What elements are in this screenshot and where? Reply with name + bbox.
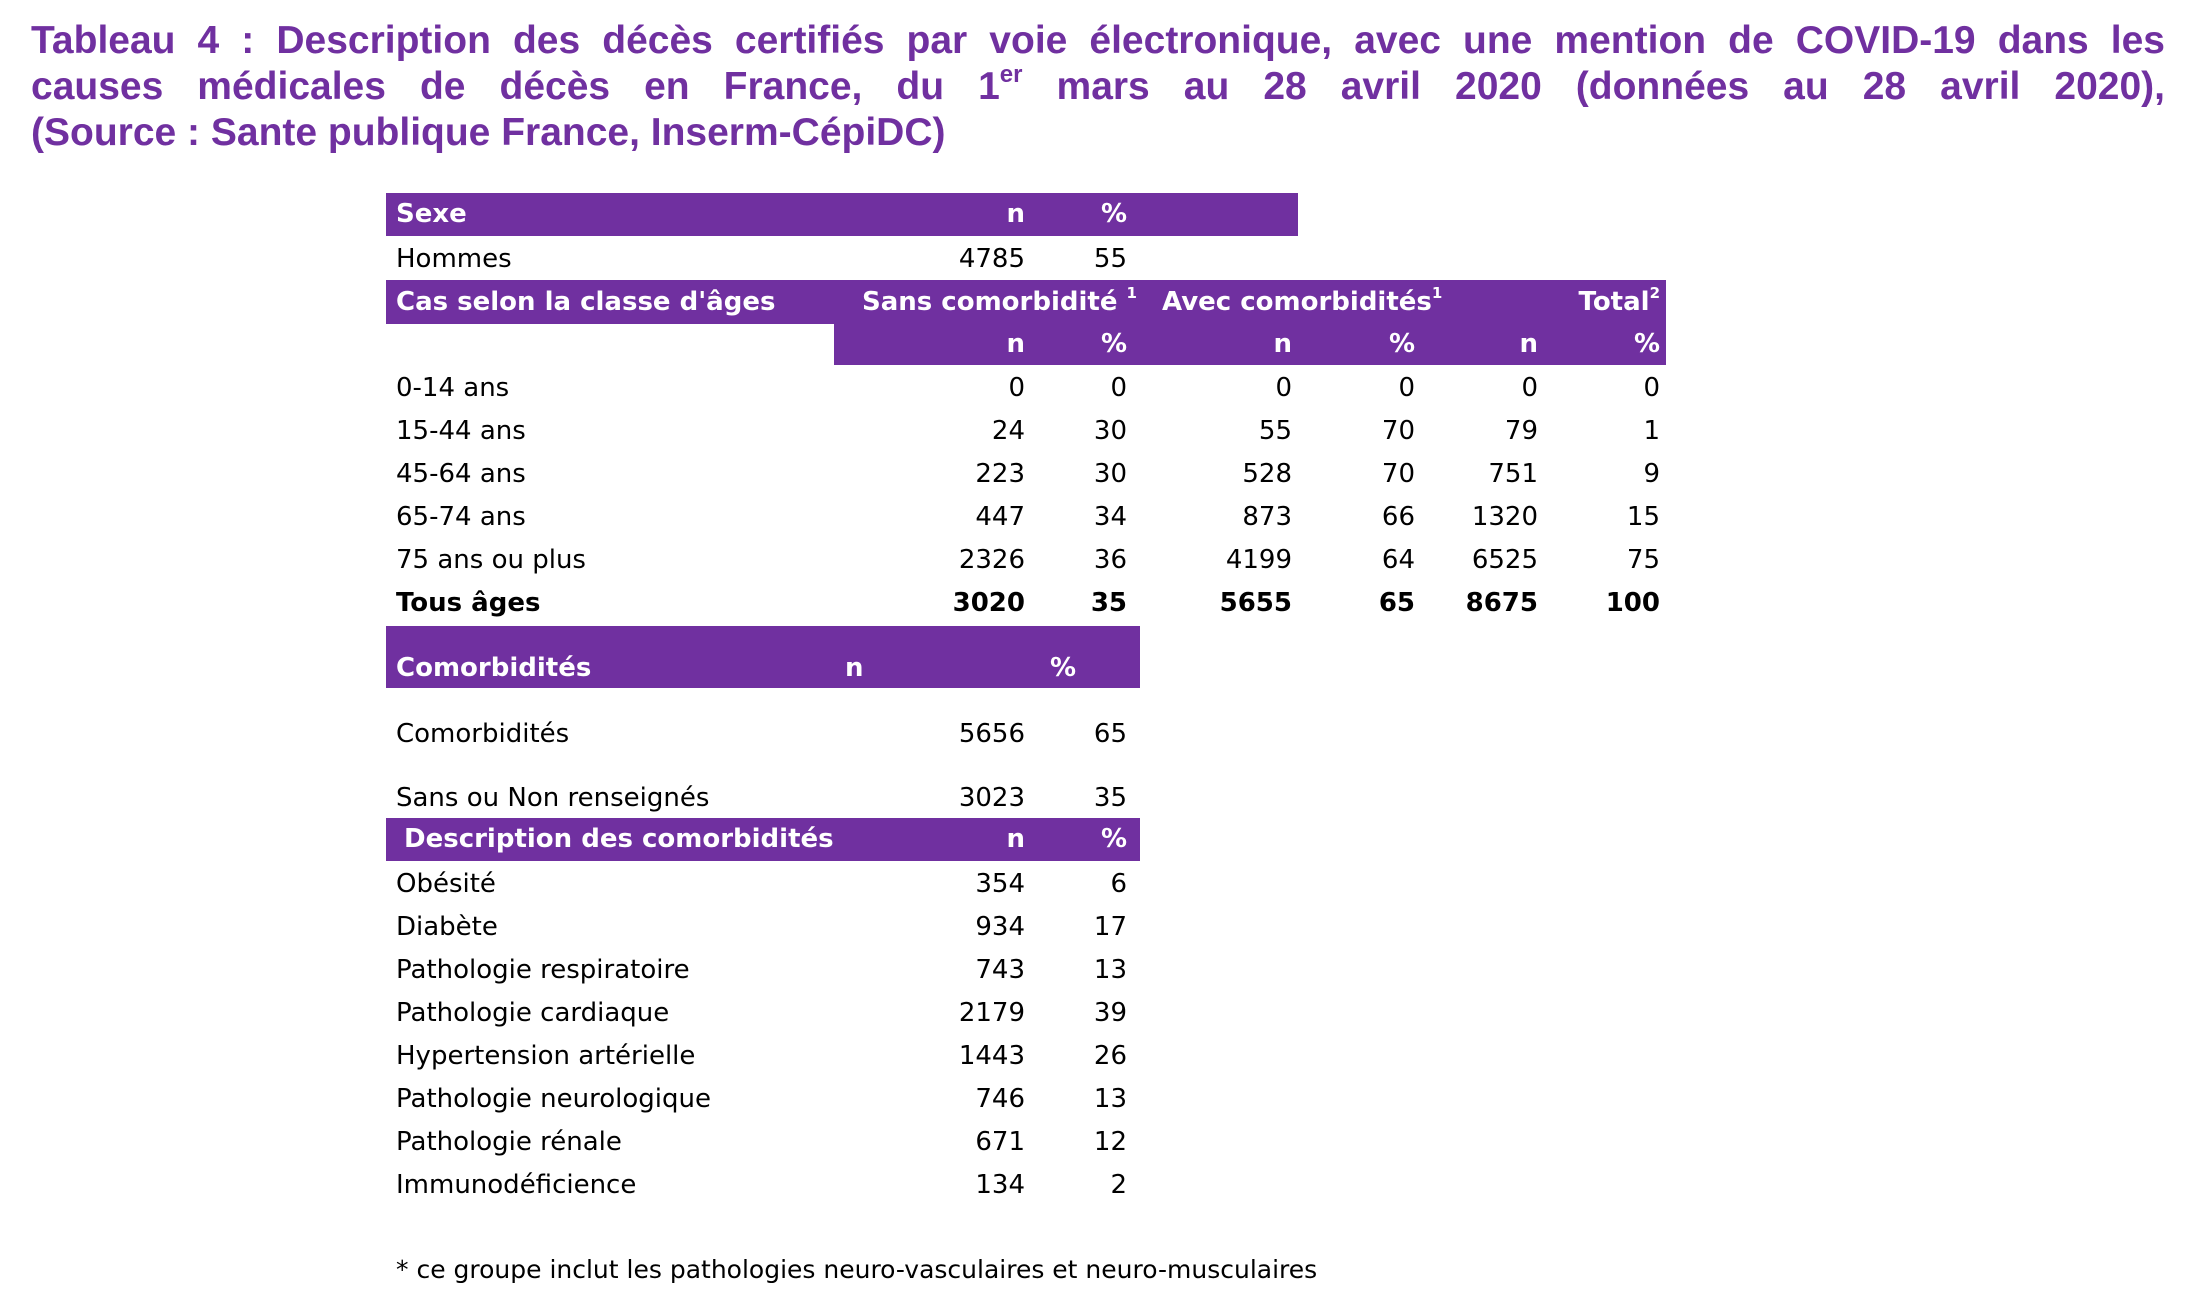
comorb-row-n: 5656 bbox=[958, 719, 1025, 749]
ages-row-tot-n: 79 bbox=[1504, 416, 1538, 446]
ages-total-sans-pct: 35 bbox=[1090, 588, 1127, 618]
desc-row-pct: 26 bbox=[1093, 1041, 1127, 1071]
comorb-row-pct: 65 bbox=[1093, 719, 1127, 749]
ages-total-sans-n: 3020 bbox=[952, 588, 1025, 618]
sexe-header-band bbox=[386, 193, 1298, 236]
ages-row-label: 45-64 ans bbox=[396, 459, 526, 489]
ages-row-avec-pct: 70 bbox=[1381, 416, 1415, 446]
ages-row-avec-n: 55 bbox=[1258, 416, 1292, 446]
comorb-row-pct: 35 bbox=[1093, 783, 1127, 813]
desc-row-pct: 6 bbox=[1110, 869, 1127, 899]
comorb-row-n: 3023 bbox=[958, 783, 1025, 813]
comorb-header-pct: % bbox=[1050, 653, 1077, 683]
ages-row-label: 15-44 ans bbox=[396, 416, 526, 446]
ages-sub-avec-n: n bbox=[1273, 329, 1292, 359]
ages-sub-tot-pct: % bbox=[1633, 329, 1660, 359]
title-line-2: causes médicales de décès en France, du 1er mars au 28 avril 2020 (données au 28 avril 2020), bbox=[31, 61, 2165, 108]
desc-row-label: Obésité bbox=[396, 869, 496, 899]
ages-row-sans-pct: 36 bbox=[1093, 545, 1127, 575]
ages-row-tot-pct: 0 bbox=[1643, 373, 1660, 403]
desc-row-label: Pathologie rénale bbox=[396, 1127, 622, 1157]
ages-total-label: Tous âges bbox=[396, 588, 541, 618]
desc-row-pct: 13 bbox=[1093, 1084, 1127, 1114]
ages-total-avec-pct: 65 bbox=[1378, 588, 1415, 618]
ages-row-label: 75 ans ou plus bbox=[396, 545, 586, 575]
ages-row-sans-pct: 30 bbox=[1093, 459, 1127, 489]
ages-row-tot-n: 0 bbox=[1521, 373, 1538, 403]
ages-row-label: 65-74 ans bbox=[396, 502, 526, 532]
ages-total-tot-n: 8675 bbox=[1465, 588, 1538, 618]
ages-header-sans: Sans comorbidité $^1$ bbox=[862, 284, 1137, 317]
ages-header-avec: Avec comorbidités$^1$ bbox=[1162, 284, 1443, 317]
desc-row-n: 746 bbox=[975, 1084, 1025, 1114]
sexe-row-pct: 55 bbox=[1093, 244, 1127, 274]
ages-header-total: Total$^2$ bbox=[1578, 284, 1660, 317]
desc-row-pct: 2 bbox=[1110, 1170, 1127, 1200]
desc-row-pct: 39 bbox=[1093, 998, 1127, 1028]
sexe-header-n: n bbox=[1006, 199, 1025, 229]
desc-row-label: Pathologie neurologique bbox=[396, 1084, 711, 1114]
ages-row-tot-pct: 15 bbox=[1626, 502, 1660, 532]
ages-row-sans-pct: 34 bbox=[1093, 502, 1127, 532]
desc-header-n: n bbox=[1006, 824, 1025, 854]
ages-row-tot-pct: 75 bbox=[1626, 545, 1660, 575]
ages-row-sans-pct: 0 bbox=[1110, 373, 1127, 403]
desc-header-label: Description des comorbidités bbox=[404, 824, 834, 854]
ages-total-tot-pct: 100 bbox=[1605, 588, 1660, 618]
desc-row-label: Immunodéficience bbox=[396, 1170, 637, 1200]
desc-header-pct: % bbox=[1100, 824, 1127, 854]
ages-row-tot-n: 1320 bbox=[1471, 502, 1538, 532]
desc-row-label: Pathologie cardiaque bbox=[396, 998, 670, 1028]
sexe-row-n: 4785 bbox=[958, 244, 1025, 274]
ages-row-sans-n: 223 bbox=[975, 459, 1025, 489]
desc-row-n: 743 bbox=[975, 955, 1025, 985]
sexe-header-label: Sexe bbox=[396, 199, 467, 229]
ages-sub-tot-n: n bbox=[1519, 329, 1538, 359]
ages-row-sans-n: 447 bbox=[975, 502, 1025, 532]
ages-row-avec-pct: 0 bbox=[1398, 373, 1415, 403]
desc-row-pct: 12 bbox=[1093, 1127, 1127, 1157]
ages-row-sans-n: 2326 bbox=[958, 545, 1025, 575]
ages-row-tot-n: 751 bbox=[1488, 459, 1538, 489]
ages-row-avec-pct: 70 bbox=[1381, 459, 1415, 489]
desc-row-pct: 13 bbox=[1093, 955, 1127, 985]
ages-sub-sans-pct: % bbox=[1100, 329, 1127, 359]
table-title bbox=[31, 18, 2165, 156]
title-line-1: Tableau 4 : Description des décès certifiés par voie électronique, avec une mention de COVID-19 dans les bbox=[31, 19, 2165, 62]
footnote: * ce groupe inclut les pathologies neuro-vasculaires et neuro-musculaires bbox=[396, 1255, 1318, 1284]
ages-sub-avec-pct: % bbox=[1388, 329, 1415, 359]
ages-sub-sans-n: n bbox=[1006, 329, 1025, 359]
ages-row-avec-n: 0 bbox=[1275, 373, 1292, 403]
desc-row-n: 2179 bbox=[958, 998, 1025, 1028]
sexe-row-label: Hommes bbox=[396, 244, 512, 274]
desc-row-label: Hypertension artérielle bbox=[396, 1041, 696, 1071]
ages-header-label: Cas selon la classe d'âges bbox=[396, 287, 776, 317]
desc-row-n: 354 bbox=[975, 869, 1025, 899]
title-line-3: (Source : Sante publique France, Inserm-CépiDC) bbox=[31, 111, 946, 154]
desc-row-n: 671 bbox=[975, 1127, 1025, 1157]
ages-row-tot-pct: 9 bbox=[1643, 459, 1660, 489]
comorb-row-label: Comorbidités bbox=[396, 719, 570, 749]
sexe-header-pct: % bbox=[1100, 199, 1127, 229]
ages-row-label: 0-14 ans bbox=[396, 373, 510, 403]
desc-row-n: 134 bbox=[975, 1170, 1025, 1200]
desc-row-n: 934 bbox=[975, 912, 1025, 942]
ages-row-tot-pct: 1 bbox=[1643, 416, 1660, 446]
desc-row-label: Pathologie respiratoire bbox=[396, 955, 690, 985]
ages-total-avec-n: 5655 bbox=[1219, 588, 1292, 618]
ages-row-sans-pct: 30 bbox=[1093, 416, 1127, 446]
ages-row-sans-n: 24 bbox=[991, 416, 1025, 446]
ages-row-avec-n: 873 bbox=[1242, 502, 1292, 532]
ages-row-tot-n: 6525 bbox=[1471, 545, 1538, 575]
ages-row-avec-n: 528 bbox=[1242, 459, 1292, 489]
ages-row-avec-pct: 66 bbox=[1381, 502, 1415, 532]
ages-row-avec-pct: 64 bbox=[1381, 545, 1415, 575]
comorb-header-n: n bbox=[845, 653, 864, 683]
ages-row-sans-n: 0 bbox=[1008, 373, 1025, 403]
ages-row-avec-n: 4199 bbox=[1225, 545, 1292, 575]
comorb-header-label: Comorbidités bbox=[396, 653, 592, 683]
comorb-row-label: Sans ou Non renseignés bbox=[396, 783, 710, 813]
desc-row-pct: 17 bbox=[1093, 912, 1127, 942]
desc-row-n: 1443 bbox=[958, 1041, 1025, 1071]
desc-row-label: Diabète bbox=[396, 912, 498, 942]
